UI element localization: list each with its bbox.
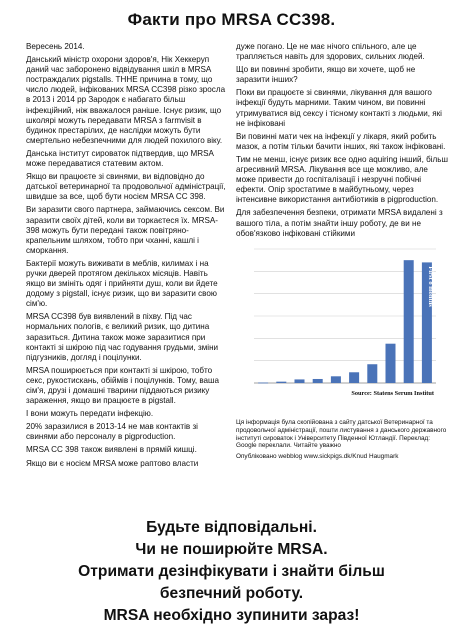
paragraph: Ви заразити свого партнера, займаючись сексом. Ви заразити своїх дітей, коли ви торкаєтеся їх. MRSA-398 можуть бути передані також повітряно-крапельним шляхом, тобто при чханні, кашлі і сморкання. [26, 205, 225, 255]
call-to-action [0, 517, 463, 627]
paragraph: MRSA поширюється при контакті зі шкірою, тобто секс, рукостискань, обіймів і поцілунків. Тому, ваша сім'я, друзі і домашні тварини піддаються ризику зараження, якщо ви працюєте в pigstall. [26, 365, 220, 406]
paragraph: Вересень 2014. [26, 42, 85, 51]
bar-2007 [294, 379, 304, 383]
bar-2011 [367, 364, 377, 383]
paragraph: MRSA CC 398 також виявлені в прямій кишці. [26, 445, 197, 455]
bar-2010 [349, 372, 359, 383]
bar-2009 [331, 376, 341, 383]
bar-2013 [404, 260, 414, 383]
paragraph: Ви повинні мати чек на інфекції у лікаря, який робить мазок, а потім тільки бачити інших, які також інфіковані. [236, 131, 446, 151]
cta-line: Отримати дезінфікувати і знайти більш [78, 563, 385, 580]
cta-line: Чи не поширюйте MRSA. [135, 541, 328, 558]
paragraph: MRSA CC398 був виявлений в піхву. Під час нормальних пологів, є великий ризик, що дитина заразиться. Дитина також може заразитися при контакті зі шкірою під час годування грудьми, зміни підгузників, догляд і поцілунки. [26, 312, 219, 362]
source-note [236, 419, 448, 462]
cta-line: MRSA необхідно зупинити зараз! [103, 607, 360, 624]
paragraph: Данський міністр охорони здоров'я, Нік Хеккеруп даний час заборонено відвідування шкіл в MRSA постраждалих pigstalls. ТННЕ причина в тому, що число людей, інфікованих MRSA CC398 різко зросла в 2013 і 2014 рр Зародок є набагато більш інфекційний, ніж вважалося раніше. Існує ризик, що школярі можуть передавати MRSA з farmvisit в будинок престарілих, де наслідки можуть бути смертельно небезпечними для людей похилого віку. [26, 55, 226, 145]
paragraph: Якщо ви є носієм MRSA може раптово власти [26, 458, 199, 468]
paragraph: Що ви повинні зробити, якщо ви хочете, щоб не заразити інших? [236, 65, 416, 85]
cta-line: Будьте відповідальні. [146, 519, 317, 536]
chart-bars [258, 260, 435, 383]
page-title: Факти про MRSA CC398. [127, 10, 336, 29]
chart-source: Source: Statens Serum Institut [351, 389, 434, 397]
bar-2005 [258, 382, 268, 383]
paragraph: Якщо ви працюєте зі свинями, ви відповідно до датської ветеринарної та продовольчої адміністрації, швидше за все, щоб бути носієм MRSA CC 398. [26, 172, 226, 202]
bar-chart [236, 243, 441, 413]
note-paragraph: Ця інформація була скопійована з сайту датської Ветеринарної та продовольчої адміністрації, пошти листування з данського державного інституті сироваток і Університету Південної Ютландії. Переклад: Google переклали. Читайте уважно [236, 418, 447, 450]
paragraph: Поки ви працюєте зі свинями, лікування для вашого інфекції будуть марними. Таким чином, ви повинні утримуватися від сексу і тісному контакті з людьми, які не інфіковані [236, 88, 442, 128]
paragraph: І вони можуть передати інфекцію. [26, 409, 154, 419]
paragraph: Тим не менш, існує ризик все одно aquiring інший, більш агресивний MRSA. Лікування все ще можливо, але може привести до госпіталізації і незручні побічні ефекти. Опір зростатиме в майбутньому, через інтенсивне використання антибіотиків в pigproduction. [236, 154, 448, 205]
note-paragraph: Опубліковано webblog www.sickpigs.dk/Knud Haugmark [236, 453, 399, 461]
paragraph: дуже погано. Це не має нічого спільного, але це трапляється навіть для здорових, сильних людей. [236, 42, 425, 62]
paragraph: Данська інститут сироваток підтвердив, що MRSA може передаватися статевим актом. [26, 148, 214, 169]
bar-2008 [313, 379, 323, 383]
paragraph: Для забезпечення безпеки, отримати MRSA видалені з вашого тіла, а потім знайти іншу роботу, де ви не обов'язково інфіковані стійкими [236, 208, 443, 238]
bar-2012 [385, 343, 395, 382]
right-column [236, 42, 448, 464]
bar-2006 [276, 381, 286, 382]
chart-svg [236, 243, 441, 413]
paragraph: 20% заразилися в 2013-14 не мав контактів зі свинями або персоналу в pigproduction. [26, 422, 198, 442]
bar-label: First 8 months [427, 266, 435, 307]
cta-line: безпечний роботу. [159, 585, 304, 602]
left-column [26, 42, 226, 472]
paragraph: Бактерії можуть виживати в меблів, килимах і на ручки дверей протягом декількох місяців. Навіть якщо ви змініть одяг і прийняти душ, коли ви йдете додому з pigstall, існує ризик, що ви заразити свою сім'ю. [26, 258, 218, 309]
